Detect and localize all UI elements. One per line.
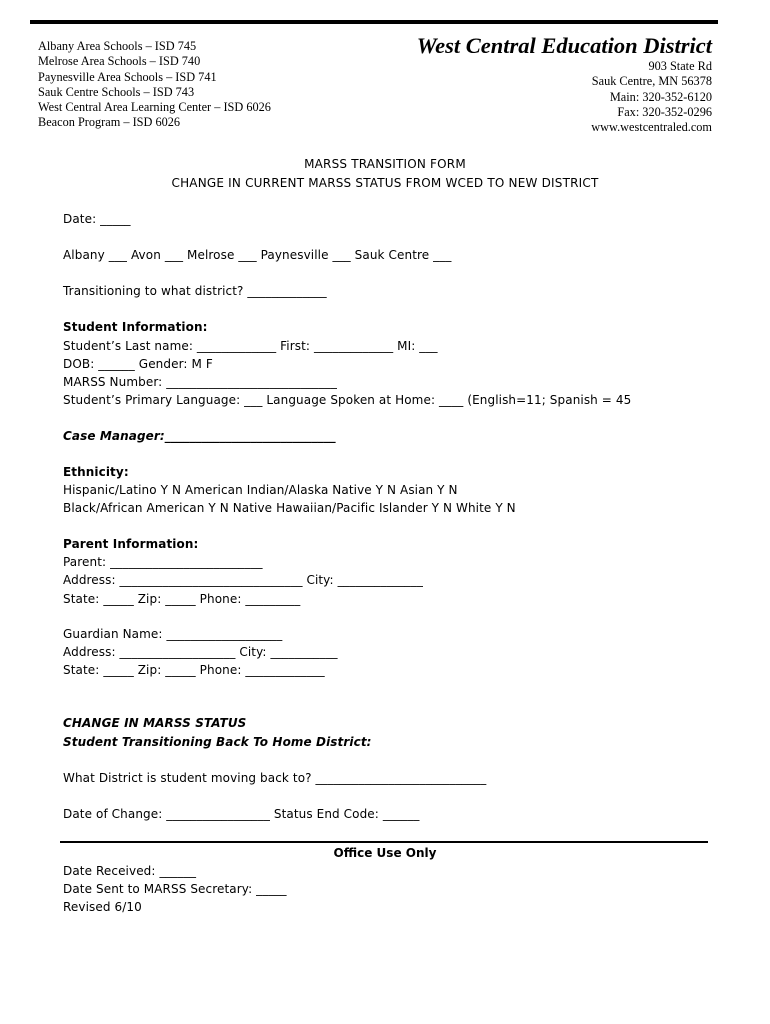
district-checklist: Albany ___ Avon ___ Melrose ___ Paynesville ___ Sauk Centre ___ [63, 248, 452, 262]
parent-name-field: Parent: _________________________ [63, 555, 263, 569]
student-info-heading: Student Information: [63, 320, 208, 334]
member-schools-list [38, 39, 271, 131]
office-use-rule [60, 841, 708, 843]
district-address [591, 59, 712, 135]
form-subtitle: CHANGE IN CURRENT MARSS STATUS FROM WCED TO NEW DISTRICT [171, 176, 599, 190]
dob-gender-fields: DOB: ______ Gender: M F [63, 357, 213, 371]
form-title: MARSS TRANSITION FORM [304, 157, 466, 171]
ethnicity-row-1: Hispanic/Latino Y N American Indian/Alaska Native Y N Asian Y N [63, 483, 458, 497]
return-district-field: What District is student moving back to? ____________________________ [63, 771, 487, 785]
guardian-address-field: Address: ___________________ City: ___________ [63, 645, 338, 659]
school-melrose: Melrose Area Schools – ISD 740 [38, 54, 201, 69]
parent-address-field: Address: ______________________________ City: ______________ [63, 573, 423, 587]
change-marss-status-heading: CHANGE IN MARSS STATUS [63, 716, 247, 730]
top-rule [30, 20, 718, 24]
marss-number-field: MARSS Number: ____________________________ [63, 375, 338, 389]
office-use-heading: Office Use Only [333, 846, 437, 860]
date-field: Date: _____ [63, 212, 131, 226]
date-change-status-code: Date of Change: _________________ Status End Code: ______ [63, 807, 420, 821]
guardian-state-zip-phone: State: _____ Zip: _____ Phone: _____________ [63, 663, 325, 677]
revision-note: Revised 6/10 [63, 900, 142, 914]
address-website: www.westcentraled.com [591, 120, 712, 135]
school-paynesville: Paynesville Area Schools – ISD 741 [38, 69, 217, 84]
transitioning-district-field: Transitioning to what district? _____________ [63, 284, 327, 298]
parent-info-heading: Parent Information: [63, 537, 199, 551]
district-name: West Central Education District [416, 33, 712, 58]
guardian-name-field: Guardian Name: ___________________ [63, 627, 283, 641]
language-fields: Student’s Primary Language: ___ Language Spoken at Home: ____ (English=11; Spanish = 45 [63, 393, 632, 407]
parent-state-zip-phone: State: _____ Zip: _____ Phone: _________ [63, 592, 301, 606]
address-fax: Fax: 320-352-0296 [617, 104, 712, 119]
case-manager-field: Case Manager:____________________________ [63, 429, 336, 443]
school-beacon: Beacon Program – ISD 6026 [38, 115, 181, 130]
date-received-field: Date Received: ______ [63, 864, 197, 878]
address-street: 903 State Rd [648, 59, 712, 73]
transition-home-heading: Student Transitioning Back To Home District: [63, 735, 372, 749]
ethnicity-heading: Ethnicity: [63, 465, 129, 479]
date-sent-field: Date Sent to MARSS Secretary: _____ [63, 882, 287, 896]
school-sauk-centre: Sauk Centre Schools – ISD 743 [38, 84, 195, 99]
address-main-phone: Main: 320-352-6120 [609, 89, 712, 104]
student-name-fields: Student’s Last name: _____________ First: _____________ MI: ___ [63, 339, 438, 353]
school-wcalc: West Central Area Learning Center – ISD 6026 [38, 100, 271, 115]
school-albany: Albany Area Schools – ISD 745 [38, 39, 197, 53]
address-city: Sauk Centre, MN 56378 [591, 74, 712, 89]
ethnicity-row-2: Black/African American Y N Native Hawaiian/Pacific Islander Y N White Y N [63, 501, 516, 515]
